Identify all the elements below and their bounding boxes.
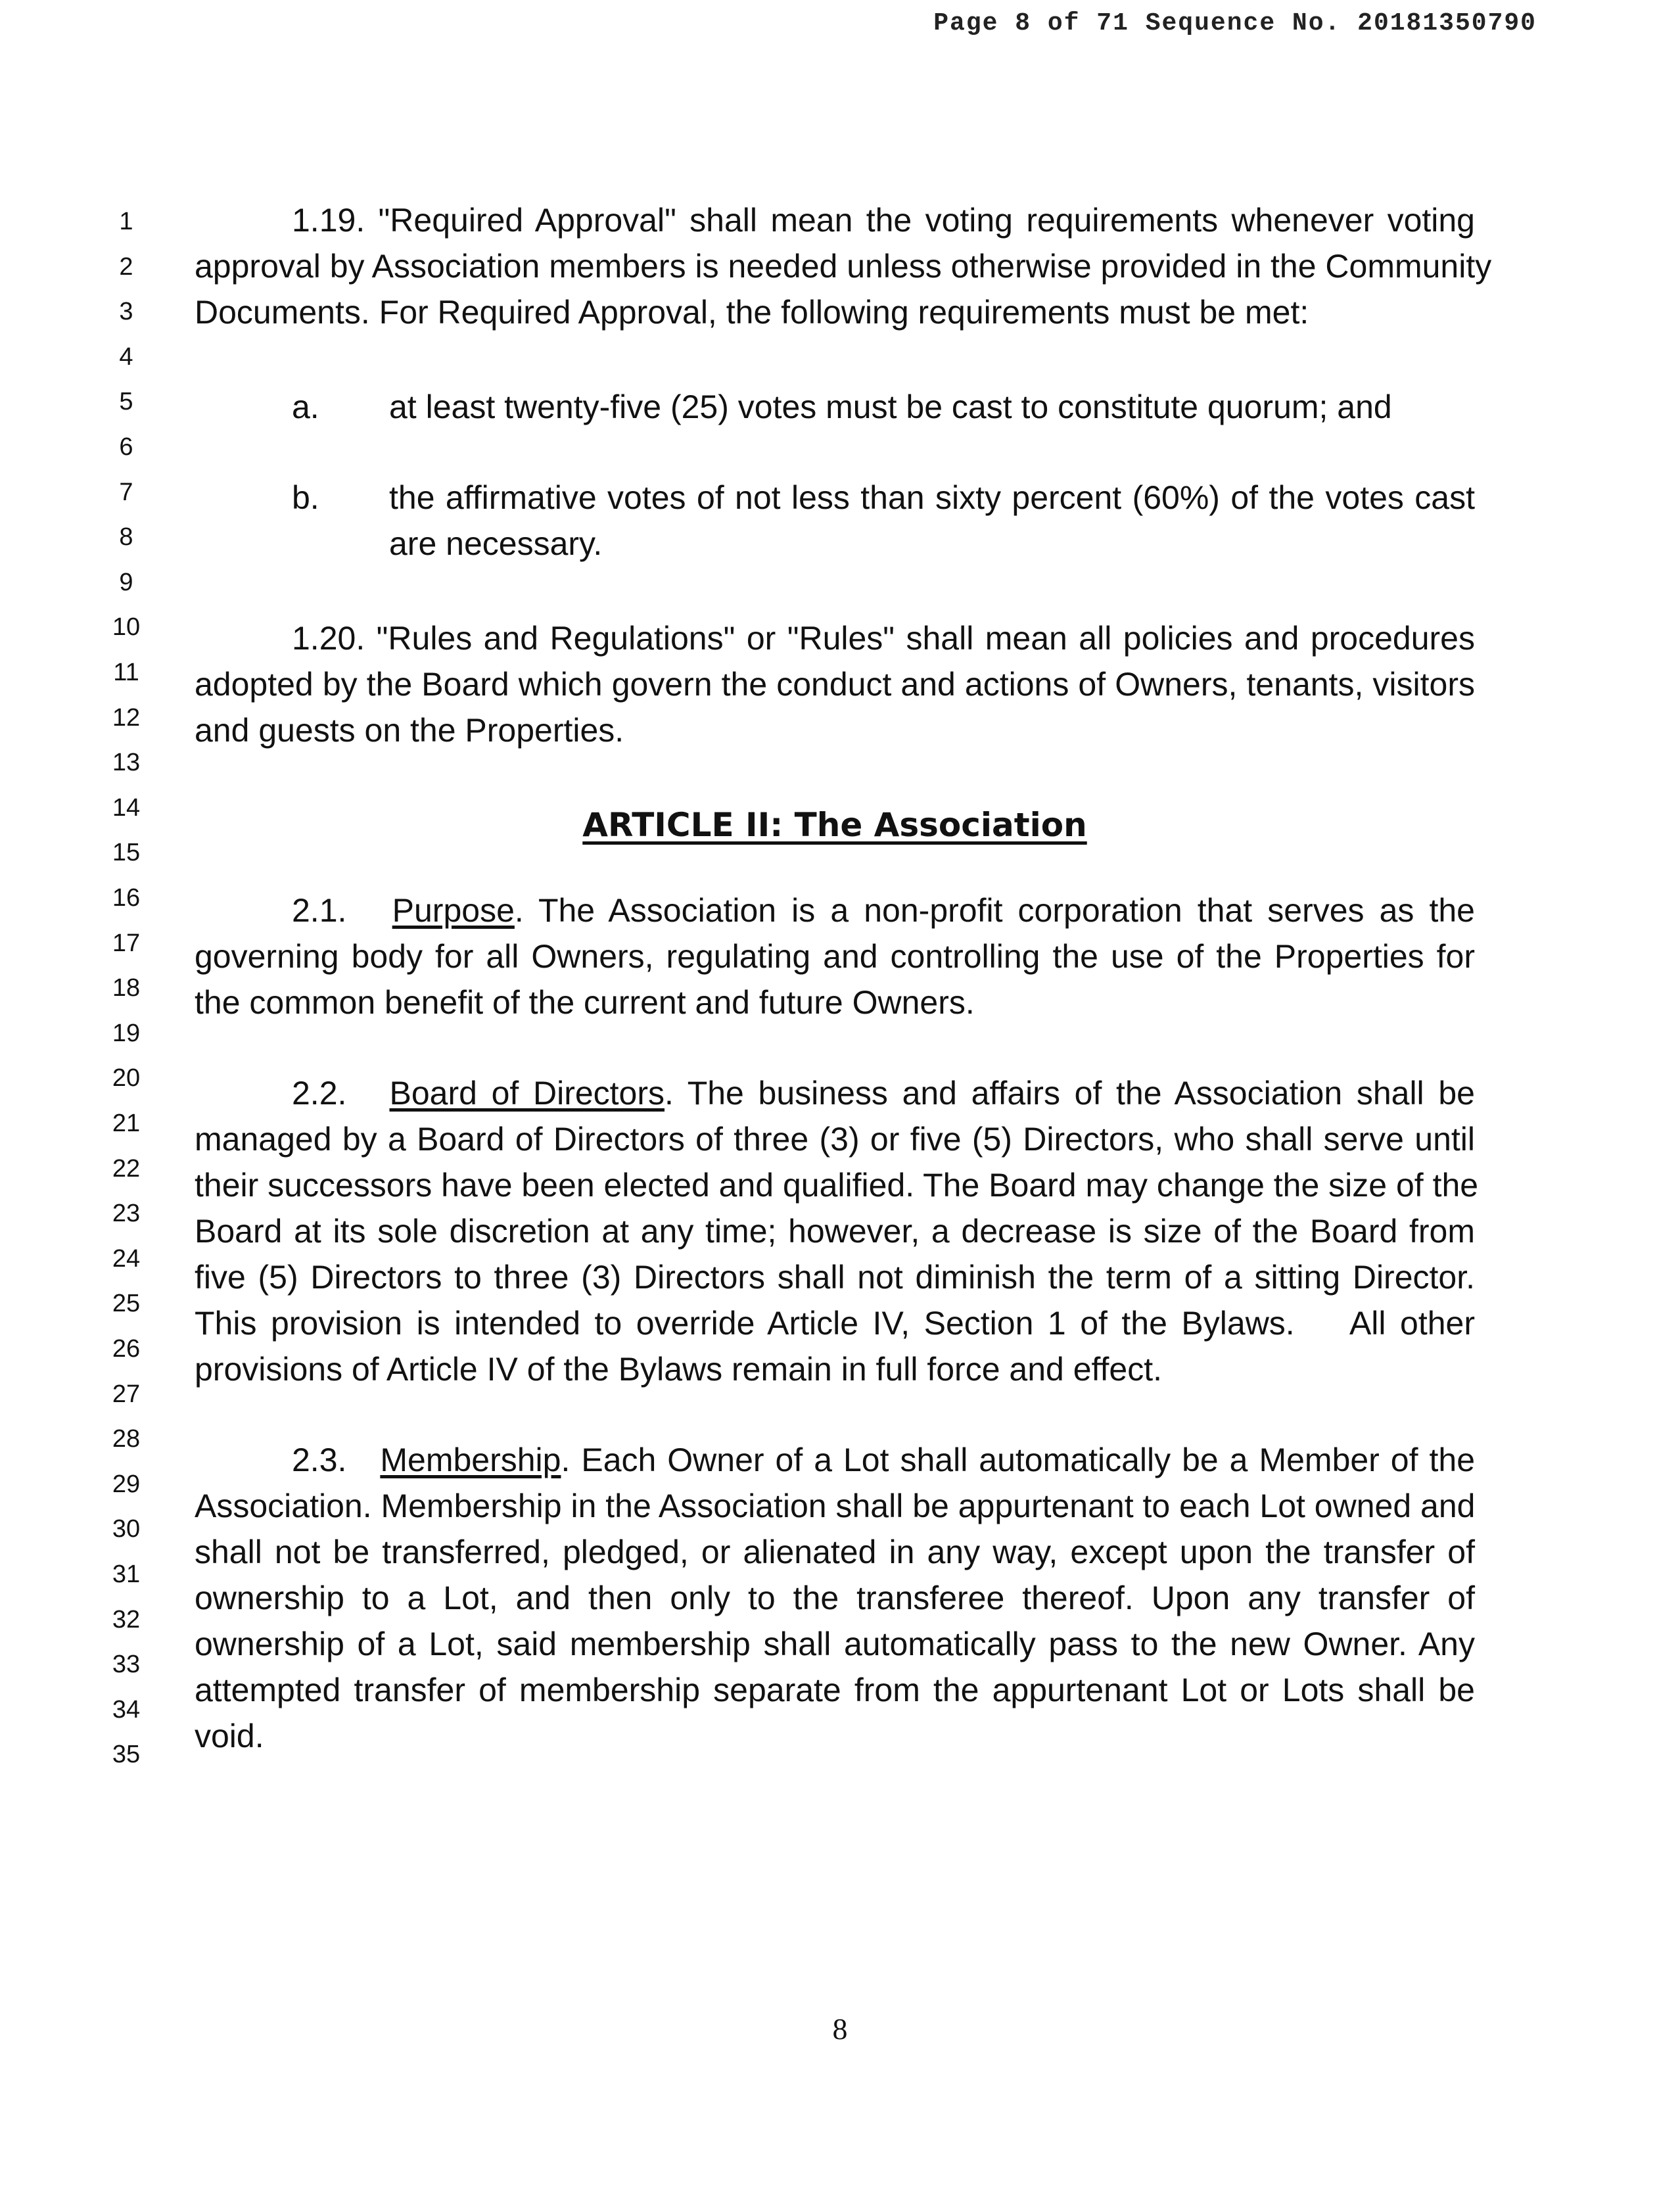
line-number: 7 — [119, 478, 133, 506]
section-2-2-number: 2.2. — [292, 1075, 347, 1112]
section-2-2-line-1 — [195, 1070, 1475, 1116]
line-number: 22 — [112, 1154, 141, 1183]
section-2-3-line-7: void. — [195, 1718, 264, 1754]
line-number: 13 — [112, 749, 141, 777]
line-number: 4 — [119, 342, 133, 371]
line-number: 14 — [112, 793, 141, 822]
line-number: 2 — [119, 252, 133, 281]
list-item-b-text-line-1: the affirmative votes of not less than sixty percent (60%) of the votes cast — [389, 479, 1475, 516]
list-item-b-text-line-2: are necessary. — [389, 525, 603, 562]
line-number: 6 — [119, 433, 133, 461]
section-2-2-line-2: managed by a Board of Directors of three (3) or five (5) Directors, who shall serve until — [195, 1121, 1475, 1158]
section-2-3-line-1-text: . Each Owner of a Lot shall automatically be a Member of the — [561, 1442, 1475, 1478]
section-2-1-number: 2.1. — [292, 892, 347, 929]
section-1-20-line-1: 1.20. "Rules and Regulations" or "Rules" shall mean all policies and procedures — [292, 620, 1475, 657]
section-2-3-line-3: shall not be transferred, pledged, or alienated in any way, except upon the transfer of — [195, 1534, 1475, 1570]
line-number: 24 — [112, 1244, 141, 1273]
line-number: 12 — [112, 703, 141, 732]
line-number: 3 — [119, 298, 133, 326]
list-item-a-text: at least twenty-five (25) votes must be cast to constitute quorum; and — [389, 388, 1392, 425]
line-number: 23 — [112, 1200, 141, 1228]
line-number: 26 — [112, 1335, 141, 1363]
line-number: 29 — [112, 1470, 141, 1498]
line-number: 27 — [112, 1380, 141, 1408]
section-2-2-line-6: This provision is intended to override Article IV, Section 1 of the Bylaws. All other — [195, 1305, 1475, 1342]
section-2-2-line-4: Board at its sole discretion at any time; however, a decrease is size of the Board from — [195, 1213, 1475, 1250]
section-2-3-number: 2.3. — [292, 1442, 347, 1478]
line-number: 21 — [112, 1110, 141, 1137]
page-number: 8 — [832, 2012, 848, 2046]
line-number: 32 — [112, 1605, 141, 1633]
section-2-2-line-5: five (5) Directors to three (3) Directors shall not diminish the term of a sitting Director. — [195, 1259, 1475, 1296]
line-number: 25 — [112, 1290, 141, 1318]
section-2-3-line-4: ownership to a Lot, and then only to the transferee thereof. Upon any transfer of — [195, 1580, 1475, 1616]
line-number: 5 — [119, 388, 133, 416]
line-number: 19 — [112, 1019, 141, 1047]
section-2-1-line-1-text: . The Association is a non-profit corporation that serves as the — [514, 892, 1475, 929]
page-header: Page 8 of 71 Sequence No. 20181350790 — [933, 9, 1537, 37]
section-2-3-line-1 — [195, 1437, 1475, 1483]
section-2-3-line-5: ownership of a Lot, said membership shall automatically pass to the new Owner. Any — [195, 1626, 1475, 1662]
line-number: 30 — [112, 1515, 141, 1543]
section-2-2-line-7: provisions of Article IV of the Bylaws remain in full force and effect. — [195, 1351, 1162, 1388]
section-2-3-line-6: attempted transfer of membership separate from the appurtenant Lot or Lots shall be — [195, 1672, 1475, 1708]
line-number: 28 — [112, 1425, 141, 1453]
line-number: 16 — [112, 884, 141, 912]
section-2-1-title: Purpose — [392, 892, 515, 929]
line-number: 35 — [112, 1741, 141, 1769]
section-2-1-line-3: the common benefit of the current and future Owners. — [195, 984, 975, 1021]
section-1-19-line-2: approval by Association members is needed unless otherwise provided in the Community — [195, 248, 1492, 285]
line-number: 18 — [112, 974, 141, 1002]
section-2-2-title: Board of Directors — [389, 1075, 665, 1112]
list-item-b-label: b. — [292, 479, 319, 516]
section-2-1-line-2: governing body for all Owners, regulating and controlling the use of the Properties for — [195, 938, 1475, 975]
line-number: 10 — [112, 613, 141, 642]
section-2-3-title: Membership — [380, 1442, 561, 1478]
section-2-2-line-1-text: . The business and affairs of the Association shall be — [665, 1075, 1475, 1112]
line-number: 9 — [119, 568, 133, 596]
line-number: 34 — [112, 1695, 141, 1724]
list-item-a-label: a. — [292, 388, 319, 425]
line-number: 33 — [112, 1651, 141, 1679]
line-number: 8 — [119, 523, 133, 552]
section-1-20-line-2: adopted by the Board which govern the conduct and actions of Owners, tenants, visitors — [195, 666, 1475, 703]
line-number: 20 — [112, 1064, 141, 1092]
section-1-19-line-3: Documents. For Required Approval, the following requirements must be met: — [195, 294, 1309, 331]
section-1-19-line-1: 1.19. "Required Approval" shall mean the voting requirements whenever voting — [292, 202, 1475, 239]
section-2-3-line-2: Association. Membership in the Association shall be appurtenant to each Lot owned and — [195, 1488, 1476, 1524]
section-1-20-line-3: and guests on the Properties. — [195, 712, 624, 749]
line-number: 1 — [119, 208, 133, 235]
article-heading: ARTICLE II: The Association — [582, 806, 1087, 844]
line-number: 11 — [113, 659, 139, 686]
line-number: 31 — [112, 1561, 141, 1588]
section-2-2-line-3: their successors have been elected and qualified. The Board may change the size of the — [195, 1167, 1479, 1204]
section-2-1-line-1 — [195, 887, 1475, 933]
line-number: 15 — [112, 839, 141, 867]
line-number: 17 — [112, 929, 141, 957]
